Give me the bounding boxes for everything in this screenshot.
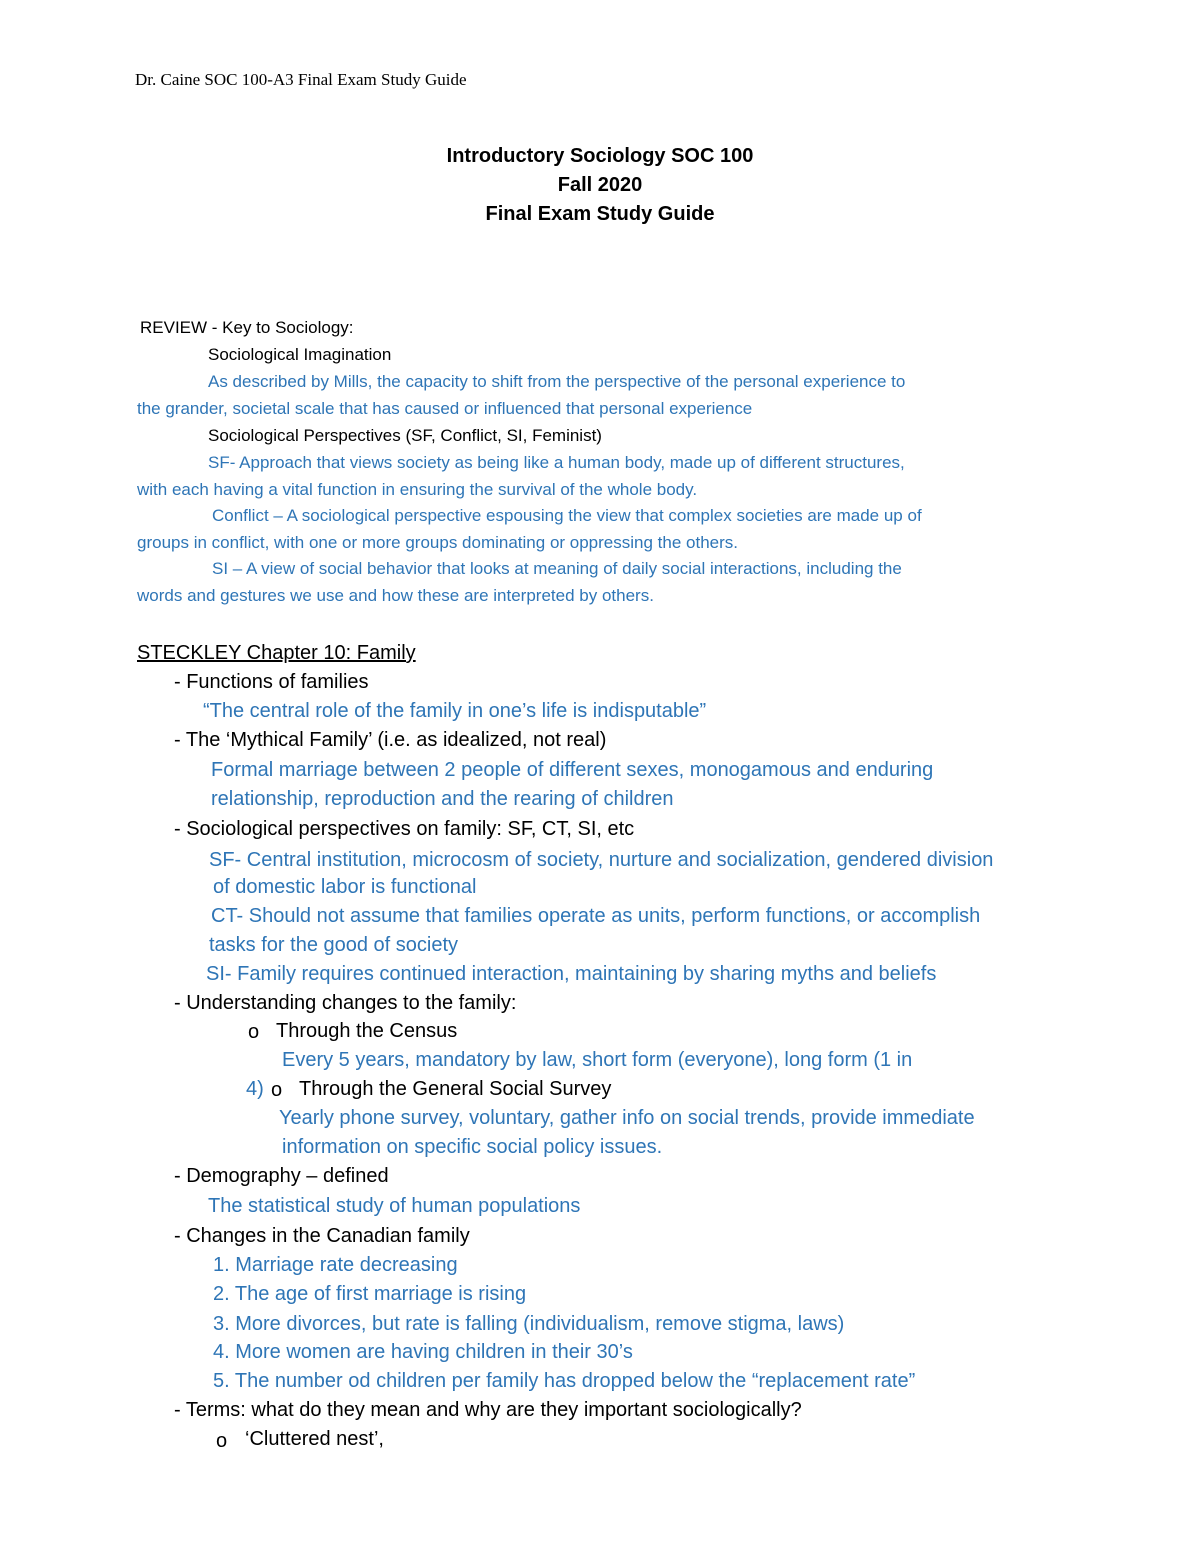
review-imagination-label: Sociological Imagination — [208, 345, 392, 364]
review-perspectives-label: Sociological Perspectives (SF, Conflict, SI, Feminist) — [208, 426, 602, 445]
perspectives-label: - Sociological perspectives on family: SF, CT, SI, etc — [174, 818, 635, 840]
review-imagination-def-1: As described by Mills, the capacity to shift from the perspective of the personal experience to — [208, 372, 906, 391]
functions-label: - Functions of families — [174, 671, 369, 693]
gss-def-1: Yearly phone survey, voluntary, gather info on social trends, provide immediate — [279, 1107, 975, 1129]
canadian-item: 2. The age of first marriage is rising — [213, 1283, 527, 1305]
canadian-item: 3. More divorces, but rate is falling (individualism, remove stigma, laws) — [213, 1313, 845, 1335]
canadian-item: 5. The number od children per family has dropped below the “replacement rate” — [213, 1370, 916, 1392]
title-guide: Final Exam Study Guide — [485, 203, 715, 225]
canadian-label: - Changes in the Canadian family — [174, 1225, 470, 1247]
title-term: Fall 2020 — [557, 174, 643, 196]
perspective-ct-1: CT- Should not assume that families operate as units, perform functions, or accomplish — [211, 905, 981, 927]
gss-label: Through the General Social Survey — [299, 1078, 612, 1100]
review-imagination-def-2: the grander, societal scale that has caused or influenced that personal experience — [137, 399, 753, 418]
review-sf-2: with each having a vital function in ensuring the survival of the whole body. — [137, 480, 698, 499]
census-def-1: Every 5 years, mandatory by law, short form (everyone), long form (1 in — [282, 1049, 913, 1071]
review-si-2: words and gestures we use and how these are interpreted by others. — [137, 586, 654, 605]
canadian-item: 4. More women are having children in their 30’s — [213, 1341, 633, 1363]
term-cluttered-nest: ‘Cluttered nest’, — [245, 1428, 384, 1450]
census-label: Through the Census — [276, 1020, 458, 1042]
review-si-1: SI – A view of social behavior that looks at meaning of daily social interactions, including the — [212, 559, 902, 578]
review-sf-1: SF- Approach that views society as being like a human body, made up of different structures, — [208, 453, 905, 472]
chapter-heading: STECKLEY Chapter 10: Family — [137, 642, 416, 664]
terms-label: - Terms: what do they mean and why are they important sociologically? — [174, 1399, 802, 1421]
review-heading: REVIEW - Key to Sociology: — [140, 318, 354, 337]
canadian-item: 1. Marriage rate decreasing — [213, 1254, 458, 1276]
changes-label: - Understanding changes to the family: — [174, 992, 517, 1014]
perspective-sf-1: SF- Central institution, microcosm of society, nurture and socialization, gendered division — [209, 849, 994, 871]
demography-def: The statistical study of human populations — [208, 1195, 581, 1217]
perspective-si: SI- Family requires continued interaction, maintaining by sharing myths and beliefs — [206, 963, 937, 985]
demography-label: - Demography – defined — [174, 1165, 389, 1187]
perspective-ct-2: tasks for the good of society — [209, 934, 459, 956]
bullet-gss: o — [271, 1079, 283, 1101]
review-conflict-1: Conflict – A sociological perspective espousing the view that complex societies are made up of — [212, 506, 922, 525]
bullet-census: o — [248, 1021, 260, 1043]
gss-def-2: information on specific social policy issues. — [282, 1136, 663, 1158]
census-def-2-prefix: 4) — [246, 1078, 264, 1100]
mythical-def-2: relationship, reproduction and the rearing of children — [211, 788, 674, 810]
mythical-label: - The ‘Mythical Family’ (i.e. as idealized, not real) — [174, 729, 607, 751]
review-conflict-2: groups in conflict, with one or more groups dominating or oppressing the others. — [137, 533, 738, 552]
mythical-def-1: Formal marriage between 2 people of different sexes, monogamous and enduring — [211, 759, 934, 781]
perspective-sf-2: of domestic labor is functional — [213, 876, 477, 898]
functions-quote: “The central role of the family in one’s life is indisputable” — [203, 700, 707, 722]
bullet-term: o — [216, 1430, 228, 1452]
title-course: Introductory Sociology SOC 100 — [446, 145, 754, 167]
running-header: Dr. Caine SOC 100-A3 Final Exam Study Guide — [135, 70, 467, 89]
